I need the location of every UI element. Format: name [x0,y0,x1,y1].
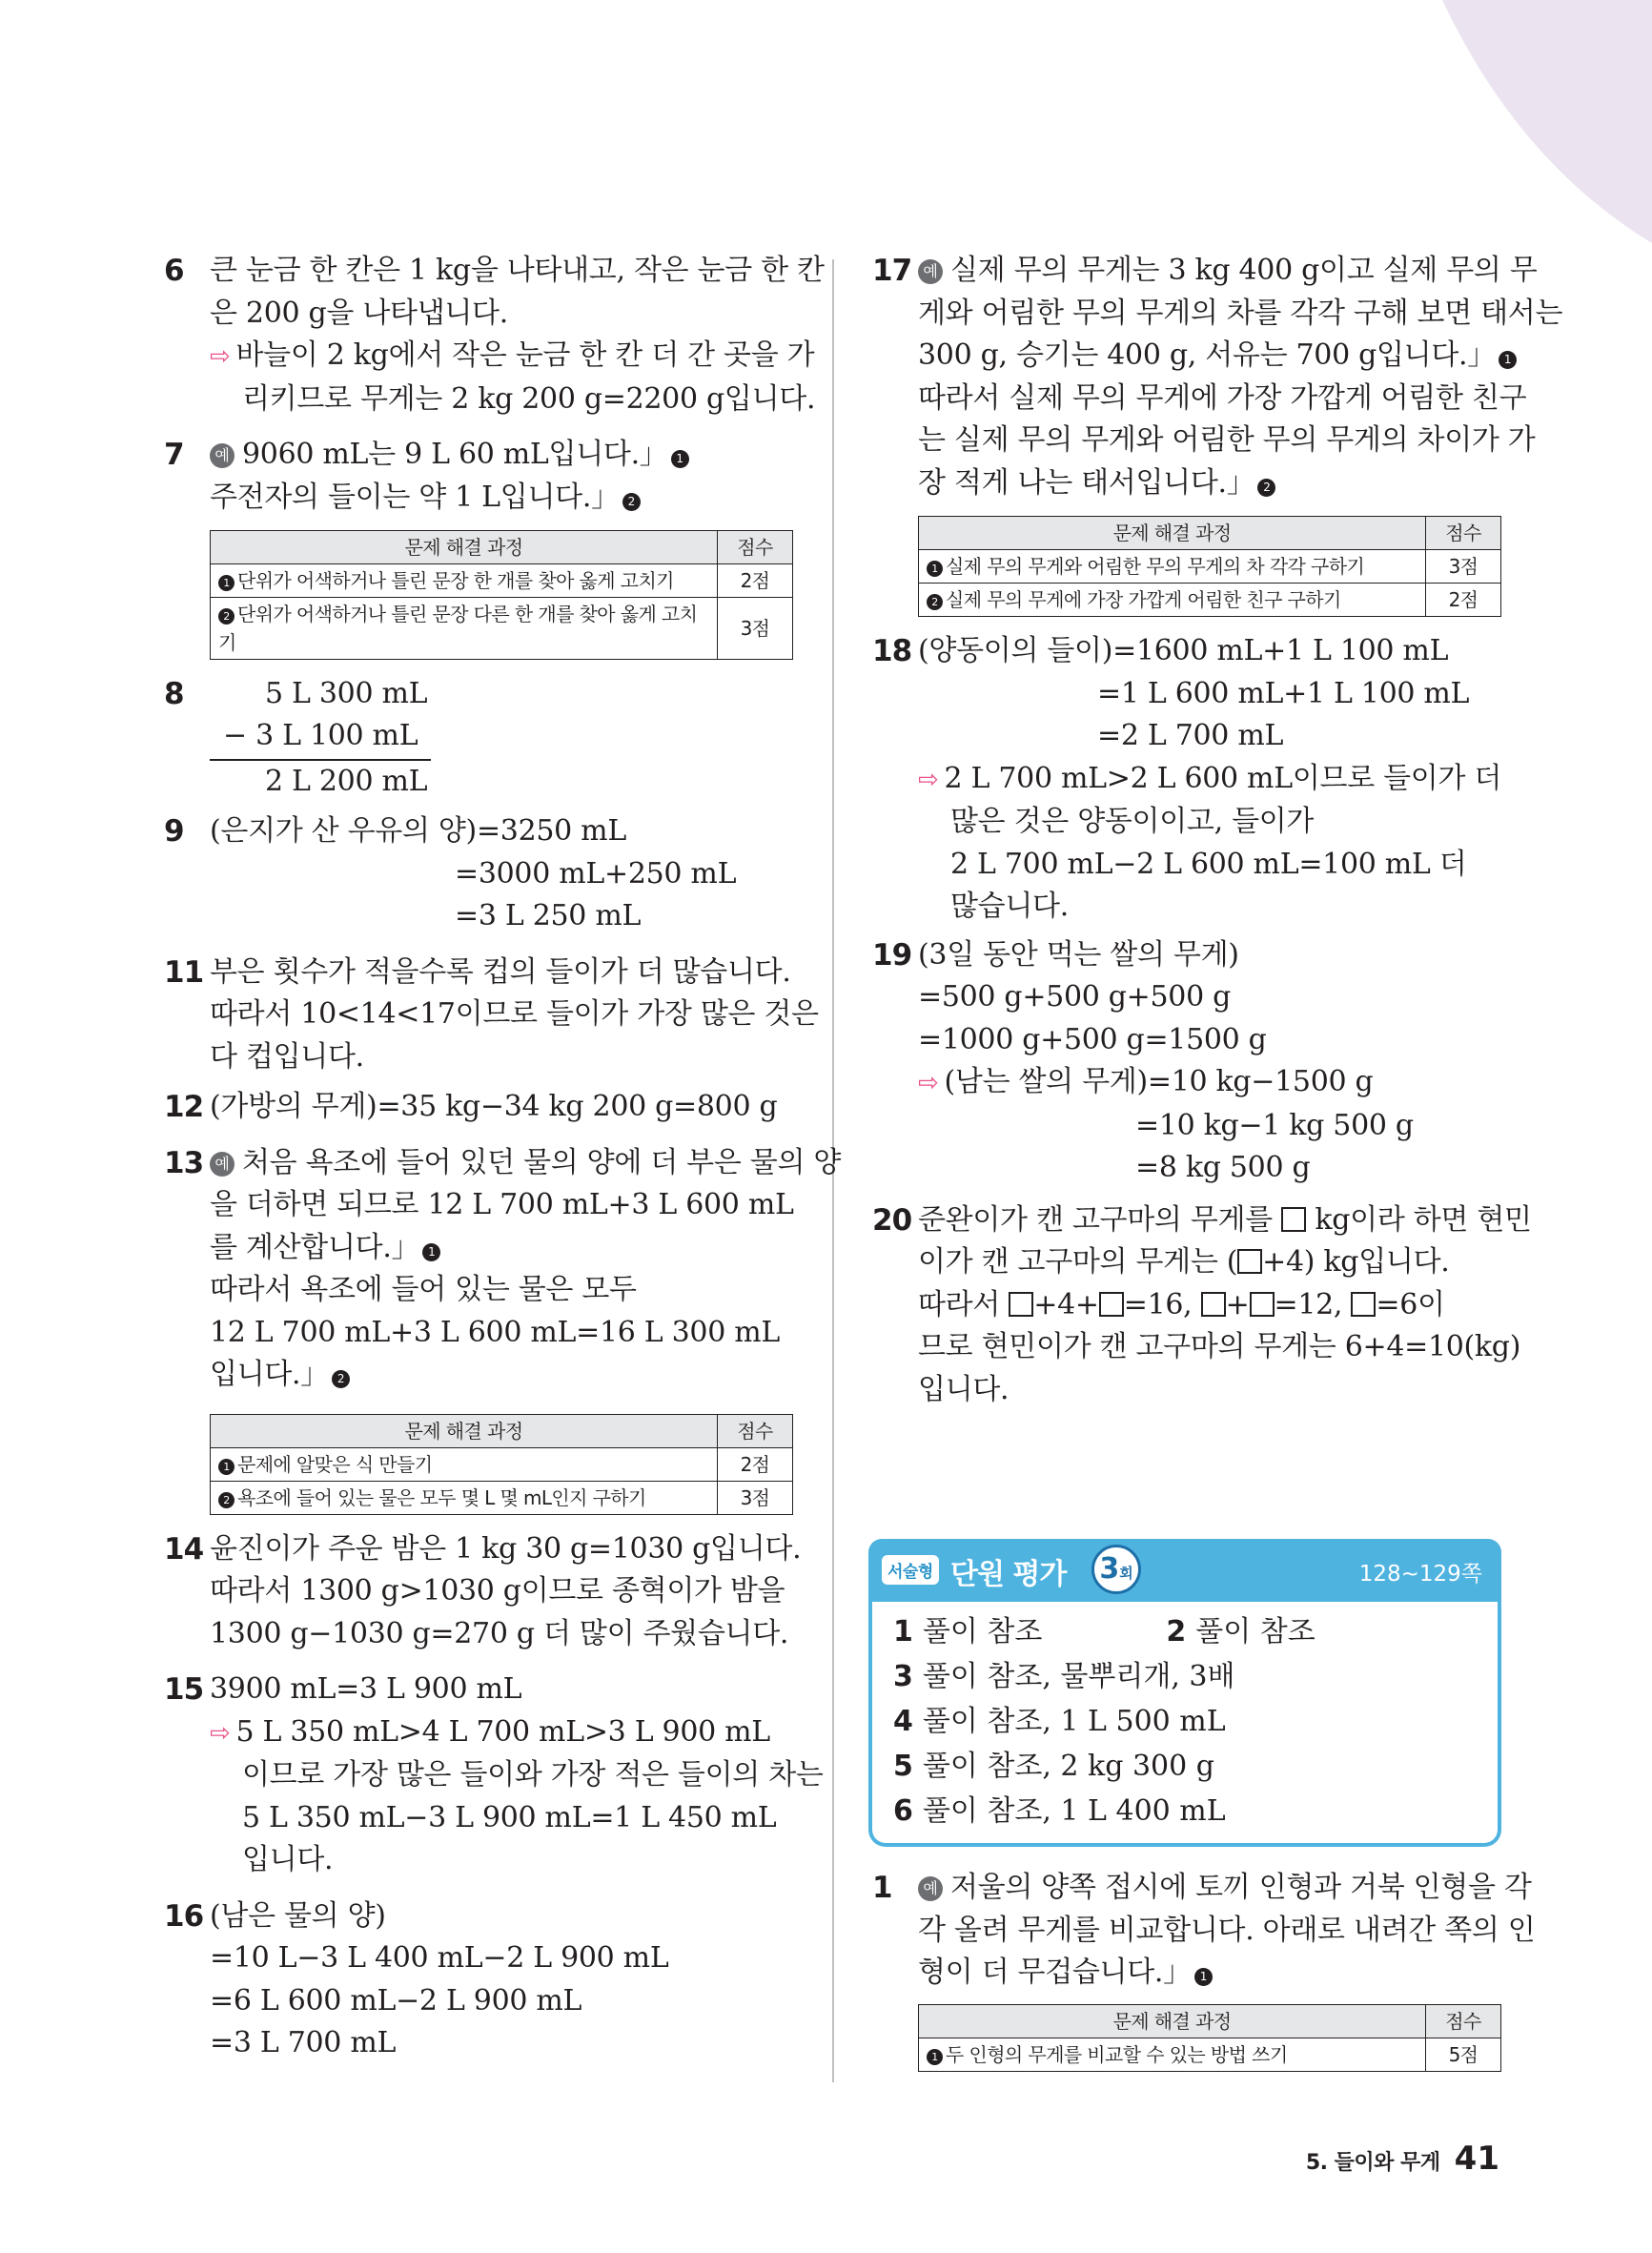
table-row [211,1447,793,1481]
text-line: 부은 횟수가 적을수록 컵의 들이가 더 많습니다. [210,954,791,989]
step-2-icon: 2 [622,493,641,511]
text-line: (3일 동안 먹는 쌀의 무게) [918,937,1239,972]
text-line: 입니다. [918,1372,1010,1406]
table-cell: 2점 [1426,584,1501,617]
table-row [211,564,793,598]
answer-number: 8 [164,677,184,711]
page-number: 41 [1454,2140,1499,2178]
blank-box-icon [1237,1249,1262,1274]
item-number: 6 [893,1794,913,1828]
step-1-icon: 1 [422,1243,440,1261]
item-text: 풀이 참조 [922,1615,1043,1649]
right-column [872,250,1563,1411]
score-table [210,1414,793,1515]
table-cell: 3점 [718,1481,793,1514]
list-item [893,1744,1479,1789]
answer-8 [164,673,798,803]
text-line: − 3 L 100 mL [223,719,418,752]
text-line: (양동이의 들이)=1600 mL+1 L 100 mL [918,634,1449,667]
example-icon: 예 [210,1152,235,1177]
step-2-icon: 2 [927,594,943,610]
text-line: 2 L 700 mL−2 L 600 mL=100 mL 더 [950,847,1467,881]
arrow-icon: ⇨ [210,342,231,371]
descriptive-badge: 서술형 [882,1555,939,1585]
table-cell: 단위가 어색하거나 틀린 문장 다른 한 개를 찾아 옳게 고치기 [218,603,698,654]
text-line: 따라서 욕조에 들어 있는 물은 모두 [210,1273,637,1306]
text-line: (남는 쌀의 무게)=10 kg−1500 g [944,1065,1374,1098]
text-line: (남은 물의 양) [210,1898,386,1933]
answer-number: 14 [164,1531,204,1567]
item-number: 3 [893,1660,913,1693]
step-1-icon: 1 [218,575,235,591]
text-line: 이가 캔 고구마의 무게는 ( [918,1245,1238,1279]
table-row [211,598,793,660]
blank-box-icon [1099,1292,1124,1317]
round-number: 3 [1099,1552,1120,1586]
text-line: kg이라 하면 현민 [1315,1202,1532,1237]
example-icon: 예 [210,443,235,468]
step-1-icon: 1 [927,2049,943,2065]
blank-box-icon [1351,1292,1376,1317]
text-line: 12 L 700 mL+3 L 600 mL=16 L 300 mL [210,1315,780,1349]
item-text: 풀이 참조 [1195,1615,1315,1649]
text-line: 5 L 350 mL−3 L 900 mL=1 L 450 mL [242,1800,777,1834]
answer-number: 18 [872,634,912,668]
text-line: 이므로 가장 많은 들이와 가장 적은 들이의 차는 [242,1758,824,1792]
answer-18 [872,630,1501,929]
table-cell: 욕조에 들어 있는 물은 모두 몇 L 몇 mL인지 구하기 [237,1485,646,1509]
table-cell: 두 인형의 무게를 비교할 수 있는 방법 쓰기 [946,2042,1288,2066]
text-line: 바늘이 2 kg에서 작은 눈금 한 칸 더 간 곳을 가 [235,338,815,372]
text-line: 다 컵입니다. [210,1039,364,1074]
answer-number: 1 [872,1871,892,1905]
answer-number: 20 [872,1202,912,1238]
round-badge [1091,1545,1141,1594]
text-line: =1 L 600 mL+1 L 100 mL [1097,676,1470,710]
text-line: =16, [1123,1287,1193,1321]
text-line: (가방의 무게)=35 kg−34 kg 200 g=800 g [210,1090,778,1123]
text-line: 를 계산합니다.」 [210,1230,420,1264]
table-header: 점수 [718,1414,793,1447]
text-line: 주전자의 들이는 약 1 L입니다.」 [210,480,620,514]
list-item [893,1609,1479,1654]
round-suffix: 회 [1119,1565,1133,1582]
text-line: +4+ [1033,1287,1099,1321]
text-line: 따라서 10<14<17이므로 들이가 가장 많은 것은 [210,997,819,1031]
text-line: 을 더하면 되므로 12 L 700 mL+3 L 600 mL [210,1188,794,1221]
item-number: 5 [893,1750,913,1783]
text-line: =1000 g+500 g=1500 g [918,1022,1267,1056]
text-line: 실제 무의 무게는 3 kg 400 g이고 실제 무의 무 [950,254,1538,287]
answer-17 [872,250,1563,617]
corner-decoration [1328,0,1652,248]
text-line: +4) kg입니다. [1262,1245,1450,1279]
answer-12 [164,1086,798,1129]
item-text: 풀이 참조, 물뿌리개, 3배 [922,1660,1235,1693]
arrow-icon: ⇨ [918,765,939,794]
text-line: 따라서 [918,1287,1001,1321]
answer-number: 12 [164,1090,204,1124]
text-line: =3 L 700 mL [210,2026,397,2059]
table-cell: 3점 [718,598,793,660]
table-header: 문제 해결 과정 [919,517,1426,550]
table-cell: 2점 [718,564,793,598]
list-item [893,1789,1479,1833]
step-2-icon: 2 [1257,479,1275,497]
text-line: (은지가 산 우유의 양)=3250 mL [210,814,626,848]
table-row [919,584,1501,617]
list-item [893,1654,1479,1699]
text-line: 게와 어림한 무의 무게의 차를 각각 구해 보면 태서는 [918,296,1563,330]
item-number: 1 [893,1615,913,1649]
example-icon: 예 [918,1876,943,1901]
text-line: 300 g, 승기는 400 g, 서유는 700 g입니다.」 [918,338,1496,372]
text-line: 형이 더 무겁습니다.」 [918,1956,1192,1989]
step-1-icon: 1 [218,1459,235,1475]
unit-title: 단원 평가 [950,1558,1067,1591]
table-header: 문제 해결 과정 [919,2004,1426,2038]
text-line: =3 L 250 mL [455,899,642,932]
table-header: 점수 [1426,517,1501,550]
answer-number: 11 [164,954,204,990]
answer-number: 19 [872,937,912,973]
step-2-icon: 2 [218,608,235,625]
table-header: 문제 해결 과정 [211,531,718,564]
text-line: 9060 mL는 9 L 60 mL입니다.」 [242,438,668,471]
answer-11 [164,952,819,1079]
step-1-icon: 1 [671,450,689,468]
text-line: =3000 mL+250 mL [455,856,737,891]
chapter-title: 5. 들이와 무게 [1305,2151,1440,2175]
text-line: =2 L 700 mL [1097,719,1284,752]
step-1-icon: 1 [927,561,943,577]
text-line: 는 실제 무의 무게와 어림한 무의 무게의 차이가 가 [918,423,1536,457]
unit-answer-1 [872,1867,1536,2085]
step-1-icon: 1 [1499,351,1517,369]
blank-box-icon [1009,1292,1033,1317]
answer-number: 9 [164,814,184,849]
table-header: 문제 해결 과정 [211,1414,718,1447]
text-line: =8 kg 500 g [1135,1151,1311,1184]
text-line: 2 L 200 mL [265,765,428,798]
text-line: =12, [1274,1287,1343,1321]
answer-13 [164,1142,842,1515]
answer-6 [164,250,825,420]
text-line: =500 g+500 g+500 g [918,980,1232,1014]
text-line: 준완이가 캔 고구마의 무게를 [918,1202,1273,1237]
arrow-icon: ⇨ [918,1069,939,1097]
answer-number: 6 [164,254,184,288]
text-line: 입니다.」 [210,1358,329,1391]
score-table [210,530,793,660]
table-header: 점수 [1426,2004,1501,2038]
left-column [164,250,842,2065]
table-cell: 5점 [1426,2038,1501,2071]
item-number: 2 [1166,1615,1187,1649]
step-2-icon: 2 [218,1492,235,1508]
table-row [919,550,1501,584]
table-cell: 3점 [1426,550,1501,584]
answer-9 [164,810,798,938]
table-header: 점수 [718,531,793,564]
item-number: 4 [893,1705,913,1738]
text-line: 리키므로 무게는 2 kg 200 g=2200 g입니다. [242,381,816,416]
blank-box-icon [1281,1207,1306,1232]
unit-answers [868,1602,1501,1847]
list-item [893,1699,1479,1744]
text-line: 큰 눈금 한 칸은 1 kg을 나타내고, 작은 눈금 한 칸 [210,254,825,287]
answer-number: 7 [164,438,184,472]
unit-evaluation-box [868,1539,1501,1847]
text-line: 윤진이가 주운 밤은 1 kg 30 g=1030 g입니다. [210,1531,802,1566]
text-line: 장 적게 나는 태서입니다.」 [918,465,1255,500]
step-2-icon: 2 [332,1370,350,1388]
text-line: =10 L−3 L 400 mL−2 L 900 mL [210,1941,669,1975]
text-line: 저울의 양쪽 접시에 토끼 인형과 거북 인형을 각 [950,1871,1532,1904]
text-line: + [1225,1287,1250,1321]
answer-20 [872,1199,1532,1412]
step-1-icon: 1 [1194,1968,1213,1986]
table-row [919,2038,1501,2071]
blank-box-icon [1250,1292,1275,1317]
page-footer [1306,2140,1499,2178]
page-range: 128~129쪽 [1358,1562,1482,1587]
text-line: 입니다. [242,1843,334,1876]
table-cell: 2점 [718,1447,793,1481]
text-line: =6이 [1376,1287,1445,1321]
text-line: 1300 g−1030 g=270 g 더 많이 주웠습니다. [210,1616,789,1650]
answer-7 [164,434,798,660]
blank-box-icon [1201,1292,1226,1317]
answer-16 [164,1895,798,2065]
text-line: 따라서 1300 g>1030 g이므로 종혁이가 밤을 [210,1574,785,1608]
unit-header [868,1539,1501,1602]
text-line: 많은 것은 양동이이고, 들이가 [950,805,1315,838]
item-text: 풀이 참조, 1 L 500 mL [922,1705,1226,1738]
score-table [918,516,1501,617]
text-line: 2 L 700 mL>2 L 600 mL이므로 들이가 더 [944,761,1502,795]
answer-15 [164,1669,824,1882]
table-cell: 문제에 알맞은 식 만들기 [237,1452,433,1476]
text-line: 3900 mL=3 L 900 mL [210,1672,522,1706]
answer-number: 13 [164,1145,204,1180]
item-text: 풀이 참조, 1 L 400 mL [922,1794,1226,1828]
answer-number: 17 [872,254,912,288]
table-cell: 실제 무의 무게에 가장 가깝게 어림한 친구 구하기 [946,588,1341,611]
answer-number: 16 [164,1898,204,1934]
text-line: 5 L 300 mL [265,677,428,710]
example-icon: 예 [918,259,943,284]
table-cell: 단위가 어색하거나 틀린 문장 한 개를 찾아 옳게 고치기 [237,569,674,592]
score-table [918,2004,1501,2072]
table-row [211,1481,793,1514]
arrow-icon: ⇨ [210,1718,231,1748]
item-text: 풀이 참조, 2 kg 300 g [922,1750,1214,1783]
answer-number: 15 [164,1672,204,1707]
text-line: 따라서 실제 무의 무게에 가장 가깝게 어림한 친구 [918,380,1527,415]
text-line: =10 kg−1 kg 500 g [1135,1108,1414,1142]
text-line: 처음 욕조에 들어 있던 물의 양에 더 부은 물의 양 [242,1145,842,1179]
text-line: =6 L 600 mL−2 L 900 mL [210,1983,582,2017]
text-line: 은 200 g을 나타냅니다. [210,296,508,330]
text-line: 각 올려 무게를 비교합니다. 아래로 내려간 쪽의 인 [918,1913,1536,1947]
text-line: 5 L 350 mL>4 L 700 mL>3 L 900 mL [235,1714,770,1749]
text-line: 많습니다. [950,890,1069,923]
answer-14 [164,1528,802,1656]
answer-19 [872,934,1501,1190]
table-cell: 실제 무의 무게와 어림한 무의 무게의 차 각각 구하기 [946,555,1365,578]
text-line: 므로 현민이가 캔 고구마의 무게는 6+4=10(kg) [918,1330,1521,1363]
